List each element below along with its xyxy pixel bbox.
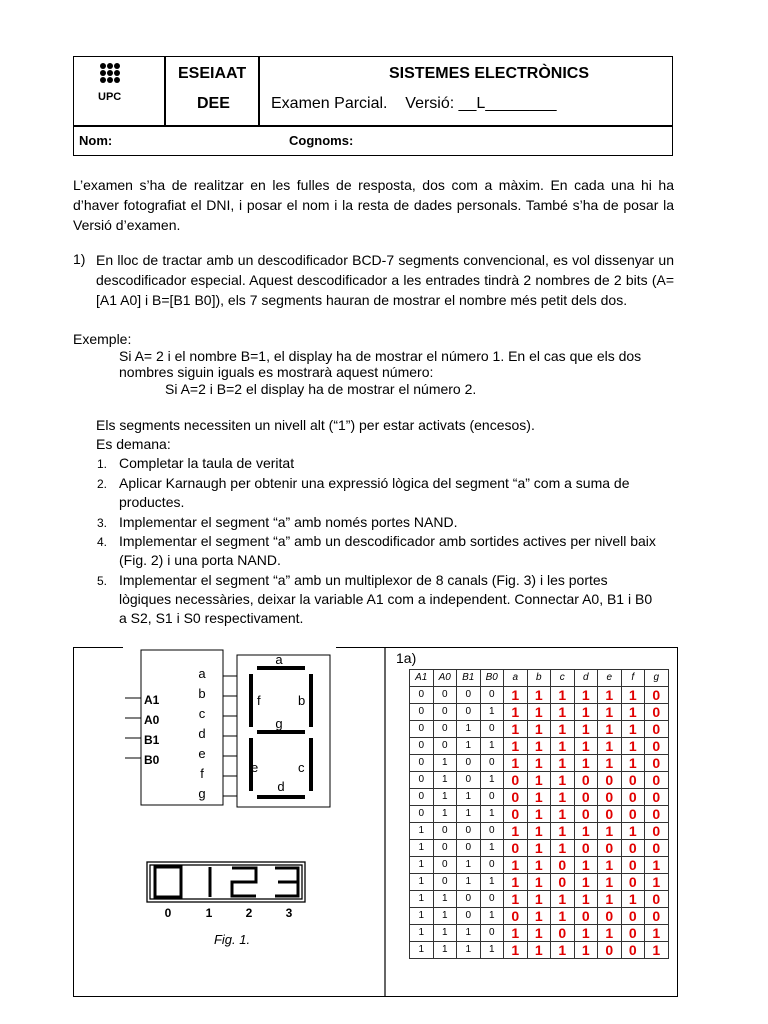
output-cell: 1: [527, 788, 551, 805]
input-cell: 0: [410, 754, 434, 771]
input-cell: 0: [457, 822, 481, 839]
output-cell: 0: [645, 907, 669, 924]
example-line-1: Si A= 2 i el nombre B=1, el display ha de mostrar el número 1. En el cas que els dos: [119, 348, 642, 364]
input-cell: 0: [433, 822, 457, 839]
output-cell: 1: [598, 754, 622, 771]
input-cell: 0: [410, 686, 434, 703]
nom-label: Nom:: [79, 133, 113, 148]
output-cell: 1: [527, 754, 551, 771]
output-cell: 1: [598, 720, 622, 737]
input-cell: 1: [457, 720, 481, 737]
output-cell: 0: [645, 805, 669, 822]
output-cell: 1: [574, 873, 598, 890]
decoder-block: [141, 650, 223, 805]
input-cell: 0: [433, 720, 457, 737]
output-cell: 1: [551, 754, 575, 771]
input-pin-label: A1: [144, 693, 160, 707]
truth-row: [410, 856, 669, 873]
input-cell: 1: [410, 856, 434, 873]
output-cell: 1: [527, 771, 551, 788]
truth-header-cell: f: [621, 670, 645, 687]
output-cell: 0: [621, 771, 645, 788]
input-cell: 1: [457, 941, 481, 958]
input-cell: 1: [433, 890, 457, 907]
output-cell: 1: [527, 924, 551, 941]
task-number: 5.: [97, 574, 108, 588]
output-cell: 0: [645, 839, 669, 856]
figure-caption: Fig. 1.: [213, 932, 251, 947]
digit-zero: [155, 867, 181, 897]
truth-row: [410, 788, 669, 805]
segment-label-a: a: [275, 652, 283, 667]
output-cell: 1: [551, 907, 575, 924]
output-pin-label: d: [198, 726, 206, 741]
input-cell: 0: [433, 856, 457, 873]
department: DEE: [197, 95, 230, 112]
digit-label: 3: [285, 906, 293, 920]
output-cell: 1: [527, 890, 551, 907]
input-cell: 0: [410, 720, 434, 737]
task-line: Implementar el segment “a” amb només portes NAND.: [119, 514, 458, 530]
output-cell: 0: [598, 805, 622, 822]
example-line-2: nombres siguin iguals es mostrarà aquest número:: [119, 364, 434, 380]
output-cell: 0: [621, 856, 645, 873]
output-cell: 1: [598, 856, 622, 873]
input-pin-label: A0: [144, 713, 160, 727]
school-name: ESEIAAT: [178, 65, 247, 82]
output-cell: 1: [551, 703, 575, 720]
input-cell: 0: [457, 703, 481, 720]
task-line: Implementar el segment “a” amb un multiplexor de 8 canals (Fig. 3) i les portes: [119, 572, 608, 588]
input-cell: 1: [410, 924, 434, 941]
output-cell: 1: [574, 686, 598, 703]
digit-label: 0: [164, 906, 172, 920]
output-cell: 0: [645, 703, 669, 720]
input-cell: 0: [480, 890, 504, 907]
output-cell: 1: [598, 686, 622, 703]
task-line: Completar la taula de veritat: [119, 455, 295, 471]
output-cell: 1: [574, 890, 598, 907]
output-cell: 1: [574, 737, 598, 754]
output-pin-label: g: [198, 786, 206, 801]
input-cell: 1: [410, 839, 434, 856]
output-cell: 1: [574, 754, 598, 771]
input-cell: 1: [480, 703, 504, 720]
output-cell: 0: [504, 805, 528, 822]
output-cell: 0: [645, 737, 669, 754]
output-cell: 1: [527, 941, 551, 958]
input-cell: 0: [410, 703, 434, 720]
output-cell: 1: [598, 924, 622, 941]
input-pin-label: B0: [144, 753, 160, 767]
output-cell: 1: [598, 873, 622, 890]
input-cell: 1: [433, 907, 457, 924]
seven-segment-display: [251, 668, 311, 797]
output-pin-label: b: [198, 686, 206, 701]
output-pin-label: e: [198, 746, 206, 761]
task-line: Aplicar Karnaugh per obtenir una expressió lògica del segment “a” com a suma de: [119, 475, 630, 491]
input-cell: 1: [480, 805, 504, 822]
output-cell: 1: [504, 754, 528, 771]
digit-label: 1: [205, 906, 213, 920]
output-cell: 0: [574, 907, 598, 924]
input-cell: 0: [410, 771, 434, 788]
truth-row: [410, 771, 669, 788]
output-cell: 0: [645, 754, 669, 771]
output-cell: 1: [645, 924, 669, 941]
course-title: SISTEMES ELECTRÒNICS: [389, 65, 590, 82]
output-cell: 1: [504, 686, 528, 703]
example-label: Exemple:: [73, 331, 132, 347]
input-cell: 1: [480, 771, 504, 788]
output-cell: 0: [645, 686, 669, 703]
truth-header-cell: g: [645, 670, 669, 687]
output-cell: 1: [621, 754, 645, 771]
input-cell: 0: [433, 839, 457, 856]
output-cell: 0: [645, 720, 669, 737]
input-cell: 0: [457, 771, 481, 788]
truth-row: [410, 720, 669, 737]
input-cell: 1: [410, 907, 434, 924]
input-cell: 0: [410, 788, 434, 805]
output-cell: 1: [551, 805, 575, 822]
output-cell: 1: [574, 856, 598, 873]
digit-label: 2: [245, 906, 253, 920]
output-cell: 0: [645, 788, 669, 805]
truth-table: [409, 669, 669, 959]
output-cell: 1: [598, 822, 622, 839]
output-cell: 0: [504, 771, 528, 788]
output-cell: 0: [621, 839, 645, 856]
truth-header-cell: d: [574, 670, 598, 687]
output-cell: 0: [621, 941, 645, 958]
input-cell: 0: [480, 856, 504, 873]
output-cell: 1: [527, 805, 551, 822]
output-cell: 1: [574, 720, 598, 737]
output-cell: 1: [527, 686, 551, 703]
input-cell: 1: [410, 822, 434, 839]
input-cell: 0: [480, 788, 504, 805]
output-cell: 0: [598, 941, 622, 958]
task-number: 4.: [97, 535, 108, 549]
output-cell: 1: [598, 703, 622, 720]
output-cell: 1: [645, 941, 669, 958]
output-cell: 1: [598, 737, 622, 754]
output-cell: 0: [504, 839, 528, 856]
output-cell: 0: [574, 839, 598, 856]
truth-row: [410, 839, 669, 856]
input-cell: 1: [410, 890, 434, 907]
output-cell: 1: [621, 737, 645, 754]
truth-row: [410, 873, 669, 890]
input-cell: 0: [457, 754, 481, 771]
task-line: Implementar el segment “a” amb un descodificador amb sortides actives per nivell baix: [119, 533, 656, 549]
output-cell: 1: [504, 873, 528, 890]
input-cell: 0: [457, 839, 481, 856]
output-cell: 1: [527, 822, 551, 839]
input-cell: 0: [457, 686, 481, 703]
truth-header-cell: A1: [410, 670, 434, 687]
output-cell: 1: [504, 890, 528, 907]
truth-row: [410, 737, 669, 754]
output-cell: 1: [527, 703, 551, 720]
problem-statement: En lloc de tractar amb un descodificador BCD-7 segments convencional, es vol dissenyar un descodificador especial. Aquest descodificador a les entrades tindrà 2 nombres de 2 bits (A=[A1 A0] i B=[B1 B0]), els 7 segments hauran de mostrar el nombre més petit dels dos.: [96, 252, 674, 308]
input-cell: 0: [433, 703, 457, 720]
input-cell: 1: [457, 788, 481, 805]
output-cell: 1: [574, 703, 598, 720]
truth-row: [410, 941, 669, 958]
segment-label-d: d: [277, 779, 285, 794]
intro-paragraph: L’examen s’ha de realitzar en les fulles de resposta, dos com a màxim. En cada una hi ha d’haver fotografiat el DNI, i posar el nom i la resta de dades personals. També s’ha de posar la Versió d’examen.: [73, 177, 674, 233]
input-cell: 0: [410, 805, 434, 822]
input-cell: 0: [433, 873, 457, 890]
output-cell: 1: [504, 703, 528, 720]
input-cell: 0: [433, 686, 457, 703]
output-cell: 1: [527, 856, 551, 873]
output-cell: 0: [574, 805, 598, 822]
output-cell: 1: [621, 890, 645, 907]
output-cell: 1: [527, 907, 551, 924]
output-cell: 1: [621, 822, 645, 839]
output-cell: 1: [504, 924, 528, 941]
output-cell: 0: [645, 771, 669, 788]
output-cell: 0: [598, 771, 622, 788]
truth-header-cell: c: [551, 670, 575, 687]
output-cell: 0: [574, 788, 598, 805]
input-cell: 0: [480, 720, 504, 737]
task-line: lògiques necessàries, deixar la variable A1 com a independent. Connectar A0, B1 i B0: [119, 591, 653, 607]
output-cell: 1: [551, 686, 575, 703]
input-cell: 1: [433, 771, 457, 788]
truth-header-cell: a: [504, 670, 528, 687]
output-cell: 0: [621, 924, 645, 941]
output-cell: 1: [551, 839, 575, 856]
output-cell: 1: [527, 737, 551, 754]
output-cell: 1: [621, 686, 645, 703]
truth-header-cell: b: [527, 670, 551, 687]
input-cell: 0: [480, 754, 504, 771]
task-line: (Fig. 2) i una porta NAND.: [119, 552, 281, 568]
input-cell: 1: [433, 788, 457, 805]
segment-label-g: g: [275, 716, 283, 731]
output-cell: 0: [621, 907, 645, 924]
output-cell: 1: [551, 720, 575, 737]
output-cell: 0: [621, 788, 645, 805]
output-cell: 1: [551, 822, 575, 839]
output-cell: 0: [574, 771, 598, 788]
input-pin-label: B1: [144, 733, 160, 747]
output-pin-label: c: [198, 706, 206, 721]
answer-label: 1a): [396, 650, 417, 666]
output-cell: 1: [621, 720, 645, 737]
input-cell: 1: [433, 924, 457, 941]
input-cell: 1: [457, 856, 481, 873]
input-cell: 1: [457, 924, 481, 941]
input-cell: 1: [480, 737, 504, 754]
output-cell: 1: [527, 720, 551, 737]
output-cell: 0: [551, 873, 575, 890]
input-cell: 1: [433, 805, 457, 822]
output-cell: 1: [645, 856, 669, 873]
output-cell: 1: [574, 924, 598, 941]
input-cell: 0: [457, 907, 481, 924]
segment-label-f: f: [257, 693, 261, 708]
input-cell: 1: [410, 941, 434, 958]
truth-header-cell: e: [598, 670, 622, 687]
digit-two: [232, 868, 256, 896]
output-cell: 1: [504, 720, 528, 737]
output-cell: 1: [574, 941, 598, 958]
input-cell: 1: [480, 873, 504, 890]
truth-row: [410, 703, 669, 720]
output-cell: 1: [504, 941, 528, 958]
output-cell: 1: [527, 873, 551, 890]
segment-label-b: b: [298, 693, 306, 708]
output-cell: 0: [621, 805, 645, 822]
output-cell: 0: [551, 924, 575, 941]
output-cell: 1: [551, 737, 575, 754]
task-line: productes.: [119, 494, 185, 510]
truth-row: [410, 924, 669, 941]
exam-version: Examen Parcial. Versió: __L________: [271, 95, 557, 112]
task-number: 3.: [97, 516, 108, 530]
output-cell: 1: [645, 873, 669, 890]
output-cell: 0: [598, 907, 622, 924]
task-number: 2.: [97, 477, 108, 491]
truth-header-cell: B0: [480, 670, 504, 687]
output-cell: 1: [527, 839, 551, 856]
task-number: 1.: [97, 457, 108, 471]
truth-header-cell: B1: [457, 670, 481, 687]
output-cell: 0: [621, 873, 645, 890]
output-pin-label: a: [198, 666, 206, 681]
truth-header-cell: A0: [433, 670, 457, 687]
asks-label: Es demana:: [96, 436, 171, 452]
output-cell: 1: [621, 703, 645, 720]
task-line: a S2, S1 i S0 respectivament.: [119, 610, 304, 626]
truth-row: [410, 686, 669, 703]
output-cell: 1: [504, 856, 528, 873]
segment-label-e: e: [251, 760, 259, 775]
output-cell: 0: [504, 907, 528, 924]
output-cell: 1: [551, 788, 575, 805]
input-cell: 1: [480, 941, 504, 958]
example-line-3: Si A=2 i B=2 el display ha de mostrar el número 2.: [165, 381, 477, 397]
output-cell: 0: [598, 788, 622, 805]
segments-note: Els segments necessiten un nivell alt (“1”) per estar activats (encesos).: [96, 417, 535, 433]
input-cell: 1: [433, 754, 457, 771]
truth-row: [410, 907, 669, 924]
problem-number: 1): [73, 251, 86, 267]
input-cell: 1: [457, 737, 481, 754]
segment-label-c: c: [298, 760, 305, 775]
cognoms-label: Cognoms:: [289, 133, 354, 148]
input-cell: 1: [480, 907, 504, 924]
output-cell: 1: [504, 737, 528, 754]
output-cell: 1: [598, 890, 622, 907]
truth-row: [410, 822, 669, 839]
digit-samples: [147, 862, 305, 902]
truth-row: [410, 805, 669, 822]
output-cell: 1: [551, 941, 575, 958]
input-cell: 1: [480, 839, 504, 856]
output-cell: 1: [551, 890, 575, 907]
input-cell: 0: [480, 822, 504, 839]
output-cell: 0: [551, 856, 575, 873]
output-cell: 0: [645, 822, 669, 839]
output-cell: 1: [551, 771, 575, 788]
output-cell: 0: [598, 839, 622, 856]
output-cell: 0: [504, 788, 528, 805]
input-cell: 0: [410, 737, 434, 754]
input-cell: 1: [457, 805, 481, 822]
truth-row: [410, 754, 669, 771]
input-cell: 0: [457, 890, 481, 907]
input-cell: 1: [433, 941, 457, 958]
output-cell: 1: [504, 822, 528, 839]
input-cell: 1: [457, 873, 481, 890]
logo-text: UPC: [98, 91, 122, 103]
truth-row: [410, 890, 669, 907]
input-cell: 1: [410, 873, 434, 890]
output-pin-label: f: [200, 766, 204, 781]
input-cell: 0: [433, 737, 457, 754]
input-cell: 0: [480, 686, 504, 703]
input-cell: 0: [480, 924, 504, 941]
output-cell: 1: [574, 822, 598, 839]
output-cell: 0: [645, 890, 669, 907]
